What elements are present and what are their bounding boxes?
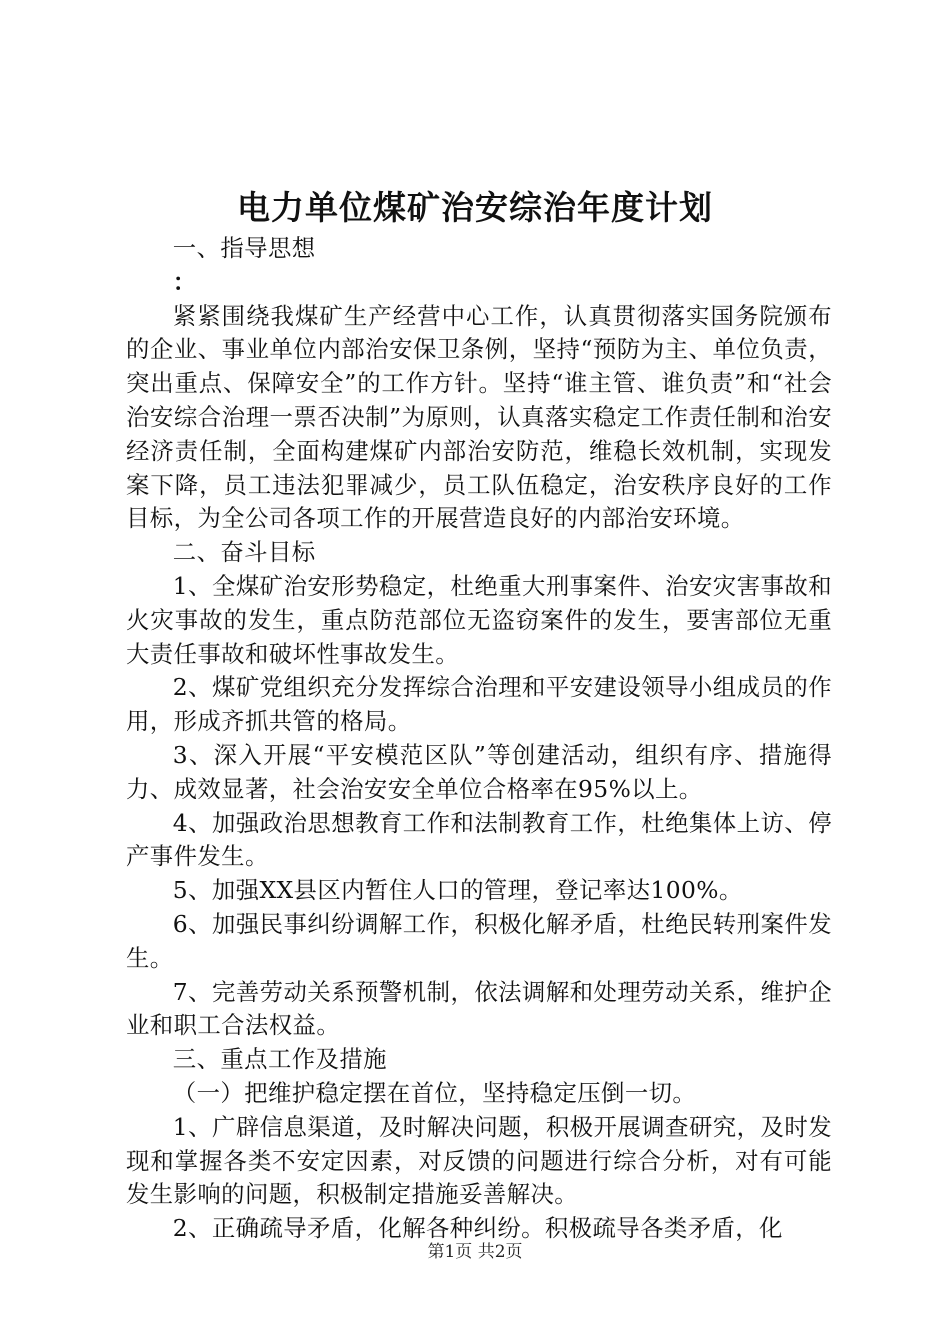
paragraph: 7、完善劳动关系预警机制，依法调解和处理劳动关系，维护企业和职工合法权益。 [126,977,832,1040]
paragraph: 3、深入开展“平安模范区队”等创建活动，组织有序、措施得力、成效显著，社会治安安全单位合格率在95%以上。 [126,740,832,803]
subsection-heading: （一）把维护稳定摆在首位，坚持稳定压倒一切。 [172,1078,697,1107]
document-body [126,232,832,1246]
paragraph: 2、正确疏导矛盾，化解各种纠纷。积极疏导各类矛盾，化 [172,1214,783,1243]
paragraph: 2、煤矿党组织充分发挥综合治理和平安建设领导小组成员的作用，形成齐抓共管的格局。 [126,673,832,736]
paragraph: 1、全煤矿治安形势稳定，杜绝重大刑事案件、治安灾害事故和火灾事故的发生，重点防范部位无盗窃案件的发生，要害部位无重大责任事故和破坏性事故发生。 [126,571,832,668]
paragraph: 5、加强XX县区内暂住人口的管理，登记率达100%。 [172,876,743,905]
section-heading: 二、奋斗目标 [172,538,316,567]
page-footer: 第1页 共2页 [427,1242,523,1262]
document-title: 电力单位煤矿治安综治年度计划 [237,188,713,227]
paragraph: 6、加强民事纠纷调解工作，积极化解矛盾，杜绝民转刑案件发生。 [126,909,832,972]
paragraph: 4、加强政治思想教育工作和法制教育工作，杜绝集体上访、停产事件发生。 [126,808,832,871]
paragraph: ： [172,267,197,296]
paragraph: 1、广辟信息渠道，及时解决问题，积极开展调查研究，及时发现和掌握各类不安定因素，对反馈的问题进行综合分析，对有可能发生影响的问题，积极制定措施妥善解决。 [126,1112,832,1209]
section-heading: 一、指导思想 [172,234,316,262]
paragraph: 紧紧围绕我煤矿生产经营中心工作，认真贯彻落实国务院颁布的企业、事业单位内部治安保卫条例，坚持“预防为主、单位负责，突出重点、保障安全”的工作方针。坚持“谁主管、谁负责”和“社会治安综合治理一票否决制”为原则，认真落实稳定工作责任制和治安经济责任制，全面构建煤矿内部治安防范，维稳长效机制，实现发案下降，员工违法犯罪减少，员工队伍稳定，治安秩序良好的工作目标，为全公司各项工作的开展营造良好的内部治安环境。 [126,301,832,533]
section-heading: 三、重点工作及措施 [172,1045,387,1074]
